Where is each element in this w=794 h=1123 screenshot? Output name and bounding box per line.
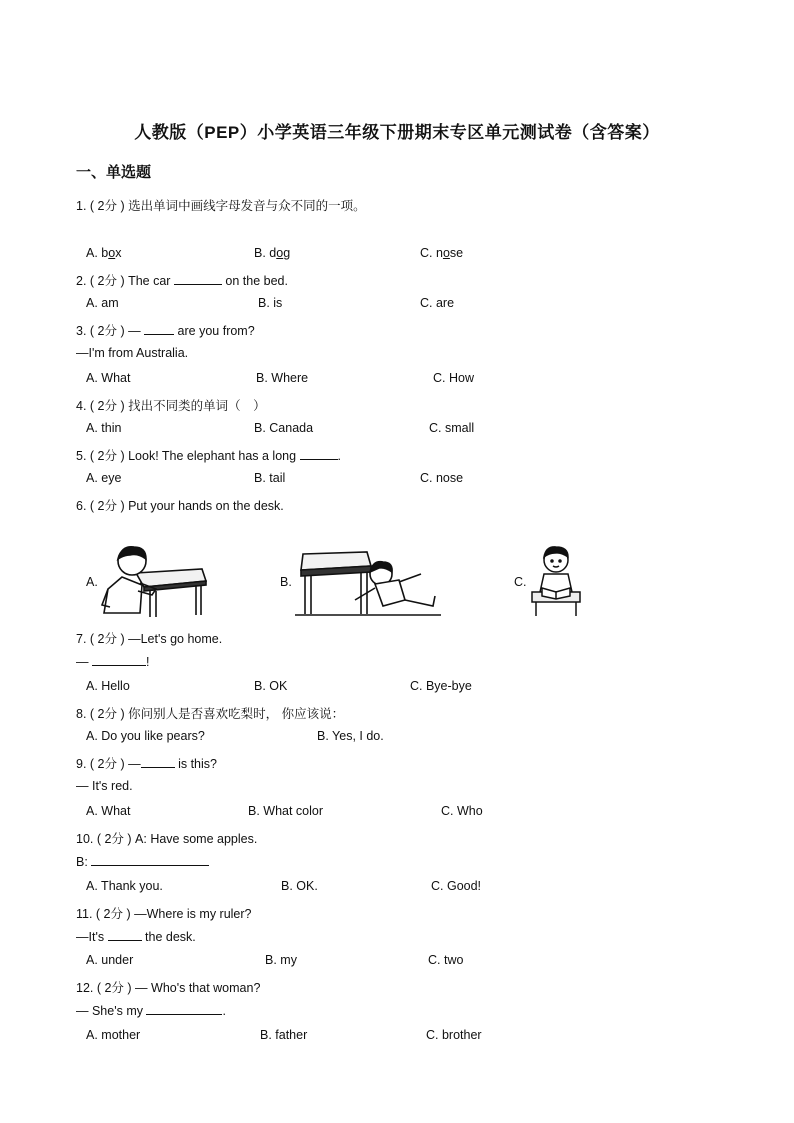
question-12-option-c[interactable]: C. brother (426, 1028, 482, 1042)
question-12-stem: 12. ( 2分 ) — Who's that woman? (76, 981, 261, 995)
question-5-stem: 5. ( 2分 ) Look! The elephant has a long . (76, 449, 342, 463)
boy-reading-at-desk-picture (528, 544, 584, 618)
question-1-option-c[interactable]: C. nose (420, 246, 464, 260)
answer-blank (300, 448, 338, 460)
question-3-reply: —I'm from Australia. (76, 346, 189, 360)
answer-blank (91, 854, 209, 866)
exam-title: 人教版（PEP）小学英语三年级下册期末专区单元测试卷（含答案） (134, 123, 660, 142)
question-9-option-c[interactable]: C. Who (441, 804, 483, 818)
question-10-option-c[interactable]: C. Good! (431, 879, 482, 893)
question-12-option-a[interactable]: A. mother (86, 1028, 141, 1042)
question-3-stem: 3. ( 2分 ) — are you from? (76, 324, 255, 338)
answer-blank (92, 654, 146, 666)
question-2-option-c[interactable]: C. are (420, 296, 455, 310)
question-5-option-b[interactable]: B. tail (254, 471, 286, 485)
answer-blank (174, 273, 222, 285)
answer-blank (144, 323, 174, 335)
question-2-stem: 2. ( 2分 ) The car on the bed. (76, 274, 288, 288)
question-1-option-a[interactable]: A. box (86, 246, 122, 260)
question-8-option-b[interactable]: B. Yes, I do. (317, 729, 384, 743)
answer-blank (146, 1003, 222, 1015)
answer-blank (108, 929, 142, 941)
question-6-option-c[interactable]: C. (514, 575, 527, 589)
question-12-option-b[interactable]: B. father (260, 1028, 308, 1042)
question-2-option-b[interactable]: B. is (258, 296, 283, 310)
section-heading: 一、单选题 (76, 164, 152, 181)
question-1-stem: 1. ( 2分 ) 选出单词中画线字母发音与众不同的一项。 (76, 199, 366, 213)
question-11-reply: —It's the desk. (76, 930, 196, 944)
question-10-reply: B: (76, 854, 209, 869)
question-4-stem: 4. ( 2分 ) 找出不同类的单词（ ） (76, 399, 266, 413)
question-8-stem: 8. ( 2分 ) 你问别人是否喜欢吃梨时， 你应该说： (76, 707, 345, 721)
question-9-option-a[interactable]: A. What (86, 804, 131, 818)
question-9-stem: 9. ( 2分 ) — is this? (76, 757, 217, 771)
question-12-reply: — She's my . (76, 1004, 226, 1018)
question-11-option-a[interactable]: A. under (86, 953, 134, 967)
boy-leaning-on-desk-picture (100, 543, 208, 619)
question-3-option-b[interactable]: B. Where (256, 371, 309, 385)
question-10-option-a[interactable]: A. Thank you. (86, 879, 163, 893)
question-8-option-a[interactable]: A. Do you like pears? (86, 729, 205, 743)
question-7-reply: — ! (76, 655, 150, 669)
question-9-reply: — It's red. (76, 779, 133, 793)
question-6-option-b[interactable]: B. (280, 575, 292, 589)
question-4-option-c[interactable]: C. small (429, 421, 475, 435)
question-9-option-b[interactable]: B. What color (248, 804, 324, 818)
question-11-option-b[interactable]: B. my (265, 953, 297, 967)
question-11-stem: 11. ( 2分 ) —Where is my ruler? (76, 907, 252, 921)
question-4-option-b[interactable]: B. Canada (254, 421, 314, 435)
question-5-option-c[interactable]: C. nose (420, 471, 464, 485)
question-4-option-a[interactable]: A. thin (86, 421, 122, 435)
answer-blank (141, 756, 175, 768)
question-10-stem: 10. ( 2分 ) A: Have some apples. (76, 832, 258, 846)
question-2-option-a[interactable]: A. am (86, 296, 119, 310)
question-7-option-a[interactable]: A. Hello (86, 679, 130, 693)
question-7-option-c[interactable]: C. Bye-bye (410, 679, 472, 693)
question-3-option-c[interactable]: C. How (433, 371, 474, 385)
question-7-stem: 7. ( 2分 ) —Let's go home. (76, 632, 223, 646)
question-11-option-c[interactable]: C. two (428, 953, 464, 967)
question-6-stem: 6. ( 2分 ) Put your hands on the desk. (76, 499, 284, 513)
question-5-option-a[interactable]: A. eye (86, 471, 122, 485)
question-10-option-b[interactable]: B. OK. (281, 879, 318, 893)
question-7-option-b[interactable]: B. OK (254, 679, 288, 693)
question-3-option-a[interactable]: A. What (86, 371, 131, 385)
question-1-option-b[interactable]: B. dog (254, 246, 291, 260)
question-6-option-a[interactable]: A. (86, 575, 98, 589)
boy-under-desk-picture (295, 548, 441, 618)
